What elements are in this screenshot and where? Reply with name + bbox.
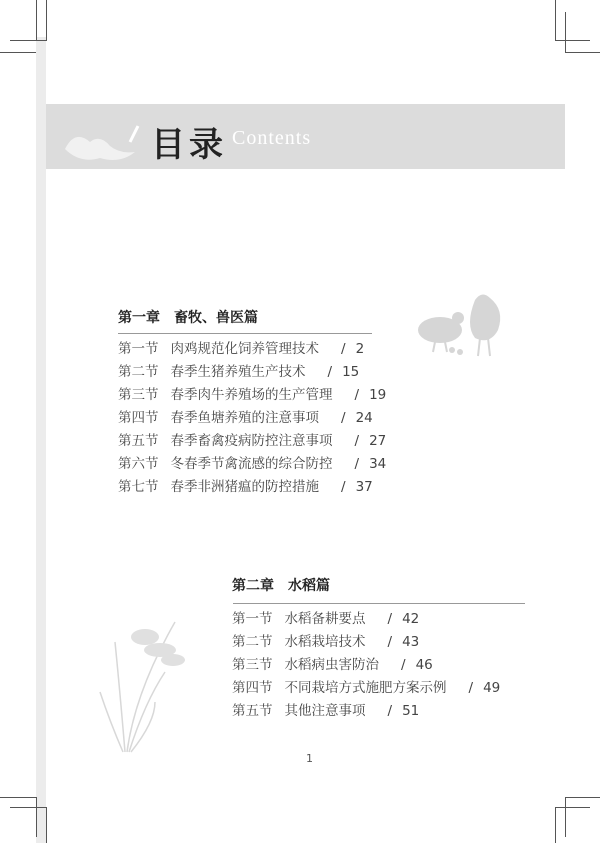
section-title: 春季生猪养殖生产技术 [170,364,306,380]
crop-mark [10,807,47,808]
toc-entry[interactable] [118,338,386,361]
page-ref: 27 [369,433,387,449]
page-ref: 49 [483,680,501,696]
section-number: 第七节 [118,479,159,495]
chapter-heading [232,575,330,595]
toc-entry[interactable] [118,476,386,499]
crop-mark [46,807,47,843]
chapter-1-section-list [118,338,386,499]
page-ref: 42 [402,611,420,627]
chapter-title: 畜牧、兽医篇 [174,310,258,326]
separator: / [354,387,360,403]
page-ref: 24 [355,410,373,426]
section-title: 水稻栽培技术 [284,634,366,650]
page-ref: 19 [369,387,387,403]
section-title: 春季肉牛养殖场的生产管理 [170,387,333,403]
chapter-2-section-list [232,608,500,723]
chapter-divider [233,603,525,604]
separator: / [341,410,346,426]
toc-entry[interactable] [232,631,500,654]
toc-entry[interactable] [232,608,500,631]
page-ref: 15 [342,364,360,380]
crop-mark [555,807,590,808]
crop-mark [0,797,36,798]
section-number: 第五节 [232,703,273,719]
toc-entry[interactable] [118,430,386,453]
crop-mark [10,40,47,41]
section-title: 冬春季节禽流感的综合防控 [170,456,333,472]
chapter-divider [118,333,372,334]
separator: / [387,611,393,627]
chapter-number: 第一章 [118,310,160,326]
section-title: 不同栽培方式施肥方案示例 [284,680,447,696]
contents-title: 目录 [151,125,227,165]
page-ref: 46 [415,657,433,673]
section-title: 春季非洲猪瘟的防控措施 [170,479,319,495]
separator: / [327,364,333,380]
separator: / [387,703,393,719]
separator: / [401,657,406,673]
section-number: 第四节 [118,410,159,426]
crop-mark [565,797,600,798]
crop-mark [565,52,600,53]
toc-entry[interactable] [118,453,386,476]
separator: / [354,456,360,472]
chapter-heading [118,307,258,327]
flower-decoration-icon [60,124,150,164]
separator: / [468,680,474,696]
toc-entry[interactable] [232,677,500,700]
section-number: 第三节 [118,387,159,403]
section-title: 春季鱼塘养殖的注意事项 [170,410,319,426]
section-title: 其他注意事项 [284,703,366,719]
section-number: 第三节 [232,657,273,673]
section-title: 春季畜禽疫病防控注意事项 [170,433,333,449]
toc-entry[interactable] [118,407,386,430]
page-ref: 43 [402,634,420,650]
toc-entry[interactable] [118,361,386,384]
section-number: 第二节 [118,364,159,380]
crop-mark [555,0,556,40]
crop-mark [0,52,36,53]
separator: / [387,634,393,650]
toc-entry[interactable] [232,654,500,677]
separator: / [354,433,360,449]
section-number: 第二节 [232,634,273,650]
section-title: 肉鸡规范化饲养管理技术 [170,341,319,357]
crop-mark [36,797,37,837]
crop-mark [565,797,566,837]
crop-mark [36,0,37,40]
page-number: 1 [306,752,313,765]
section-number: 第五节 [118,433,159,449]
section-title: 水稻备耕要点 [284,611,366,627]
page-ref: 2 [355,341,365,357]
toc-entry[interactable] [118,384,386,407]
section-number: 第一节 [118,341,159,357]
binding-strip [36,37,46,843]
chapter-title: 水稻篇 [288,578,330,594]
chapter-number: 第二章 [232,578,274,594]
separator: / [341,479,346,495]
section-number: 第一节 [232,611,273,627]
section-title: 水稻病虫害防治 [284,657,379,673]
section-number: 第四节 [232,680,273,696]
separator: / [341,341,346,357]
toc-entry[interactable] [232,700,500,723]
chickens-illustration [410,290,505,360]
crop-mark [555,40,590,41]
crop-mark [46,0,47,40]
rice-plant-illustration [95,612,205,757]
page-ref: 51 [402,703,420,719]
section-number: 第六节 [118,456,159,472]
crop-mark [565,12,566,52]
page-ref: 37 [355,479,373,495]
page-ref: 34 [369,456,387,472]
contents-subtitle: Contents [232,127,312,149]
contents-banner [46,104,565,169]
crop-mark [555,807,556,843]
